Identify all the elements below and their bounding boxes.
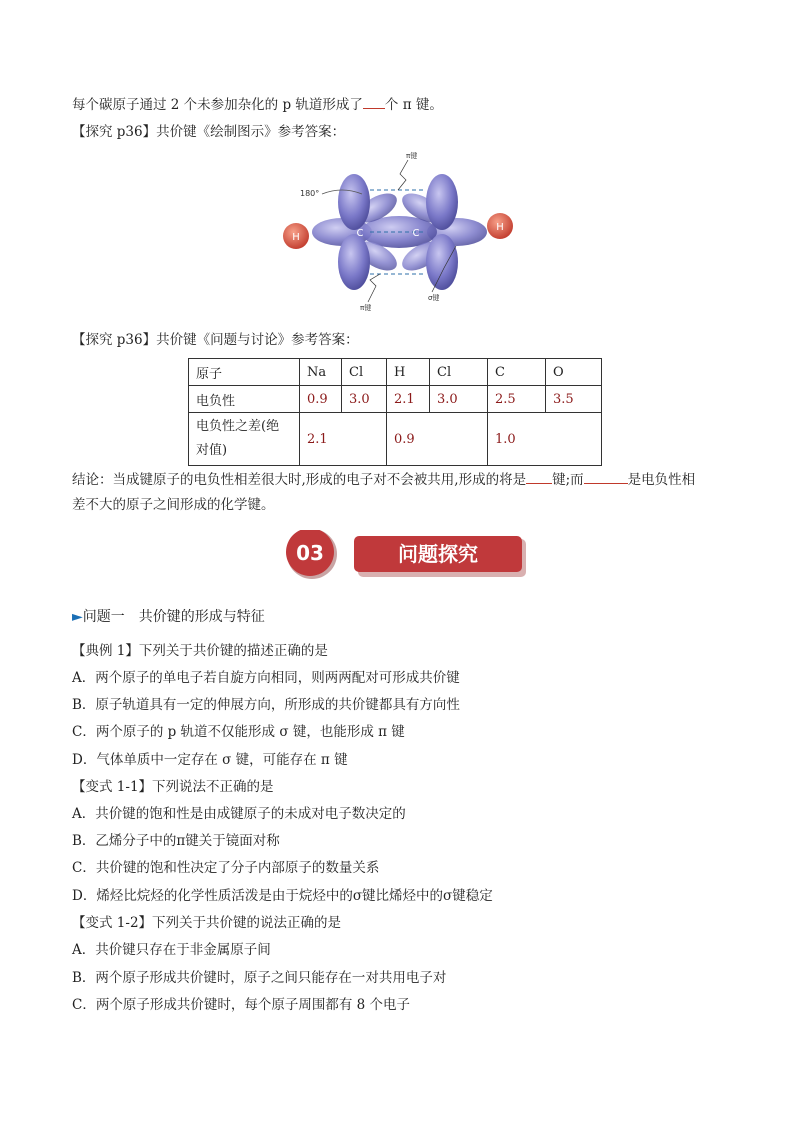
section-banner (280, 530, 530, 582)
option-item: C．两个原子形成共价键时，每个原子周围都有 8 个电子 (72, 997, 411, 1013)
conclusion-text-b: 键;而 (552, 472, 584, 488)
answer-blank (526, 469, 552, 484)
option-item: B．乙烯分子中的π键关于镜面对称 (72, 833, 280, 849)
table-cell: Na (300, 359, 342, 386)
explore-heading-discussion: 【探究 p36】共价键《问题与讨论》参考答案： (72, 332, 359, 348)
ethylene-orbital-figure (282, 150, 514, 312)
variant-1-2-heading: 【变式 1-2】下列关于共价键的说法正确的是 (72, 915, 342, 931)
intro-text-post: 个 π 键。 (384, 97, 443, 113)
table-cell (189, 413, 300, 466)
c-atom-left: C (356, 228, 364, 239)
intro-text-pre: 每个碳原子通过 2 个未参加杂化的 p 轨道形成了 (72, 97, 363, 113)
option-item: A．共价键的饱和性是由成键原子的未成对电子数决定的 (72, 806, 406, 822)
section-title: 问题探究 (398, 542, 478, 566)
question-heading-text: 问题一 共价键的形成与特征 (82, 609, 265, 625)
conclusion-text-c: 是电负性相 (627, 472, 696, 488)
option-item: A．共价键只存在于非金属原子间 (72, 942, 271, 958)
table-cell: Cl (342, 359, 387, 386)
explore-heading-drawing: 【探究 p36】共价键《绘制图示》参考答案： (72, 124, 346, 140)
table-row (189, 359, 602, 386)
option-item: D．烯烃比烷烃的化学性质活泼是由于烷烃中的σ键比烯烃中的σ键稳定 (72, 888, 493, 904)
example-1-heading: 【典例 1】下列关于共价键的描述正确的是 (72, 643, 328, 659)
table-cell: 电负性 (189, 386, 300, 413)
pi-bond-label-top: π键 (406, 152, 418, 160)
option-item: C．两个原子的 p 轨道不仅能形成 σ 键，也能形成 π 键 (72, 724, 405, 740)
table-cell: Cl (430, 359, 488, 386)
table-cell: H (387, 359, 430, 386)
angle-label: 180° (300, 189, 320, 198)
sigma-bond-label: σ键 (428, 294, 440, 302)
table-row (189, 413, 602, 466)
answer-blank (363, 94, 385, 109)
option-item: D．气体单质中一定存在 σ 键，可能存在 π 键 (72, 752, 348, 768)
option-item: B．原子轨道具有一定的伸展方向，所形成的共价键都具有方向性 (72, 697, 460, 713)
conclusion-line2: 差不大的原子之间形成的化学键。 (72, 497, 275, 513)
h-atom-right: H (496, 222, 504, 233)
section-number: 03 (296, 541, 324, 565)
table-cell: 1.0 (488, 413, 602, 466)
conclusion-text-a: 结论：当成键原子的电负性相差很大时,形成的电子对不会被共用,形成的将是 (72, 472, 527, 488)
h-atom-left: H (292, 232, 300, 243)
option-item: C．共价键的饱和性决定了分子内部原子的数量关系 (72, 860, 380, 876)
c-atom-right: C (412, 228, 420, 239)
table-cell: 3.0 (430, 386, 488, 413)
table-cell: 3.0 (342, 386, 387, 413)
option-item: B．两个原子形成共价键时，原子之间只能存在一对共用电子对 (72, 970, 447, 986)
table-cell: 3.5 (546, 386, 602, 413)
pi-bond-label-bottom: π键 (360, 304, 372, 312)
electronegativity-table (188, 358, 602, 466)
diff-label-line2: 对值) (196, 443, 228, 458)
table-cell: 2.1 (387, 386, 430, 413)
table-cell: 0.9 (300, 386, 342, 413)
table-cell: 2.1 (300, 413, 387, 466)
table-row (189, 386, 602, 413)
option-item: A．两个原子的单电子若自旋方向相同，则两两配对可形成共价键 (72, 670, 460, 686)
table-cell: 原子 (189, 359, 300, 386)
table-cell: 2.5 (488, 386, 546, 413)
table-cell: O (546, 359, 602, 386)
intro-line (72, 94, 443, 115)
answer-blank (584, 469, 628, 484)
triangle-arrow-icon: ► (72, 609, 83, 625)
table-cell: C (488, 359, 546, 386)
variant-1-1-heading: 【变式 1-1】下列说法不正确的是 (72, 779, 274, 795)
diff-label-line1: 电负性之差(绝 (196, 419, 280, 434)
conclusion-line1 (72, 469, 695, 490)
question-heading (72, 606, 265, 626)
table-cell: 0.9 (387, 413, 488, 466)
